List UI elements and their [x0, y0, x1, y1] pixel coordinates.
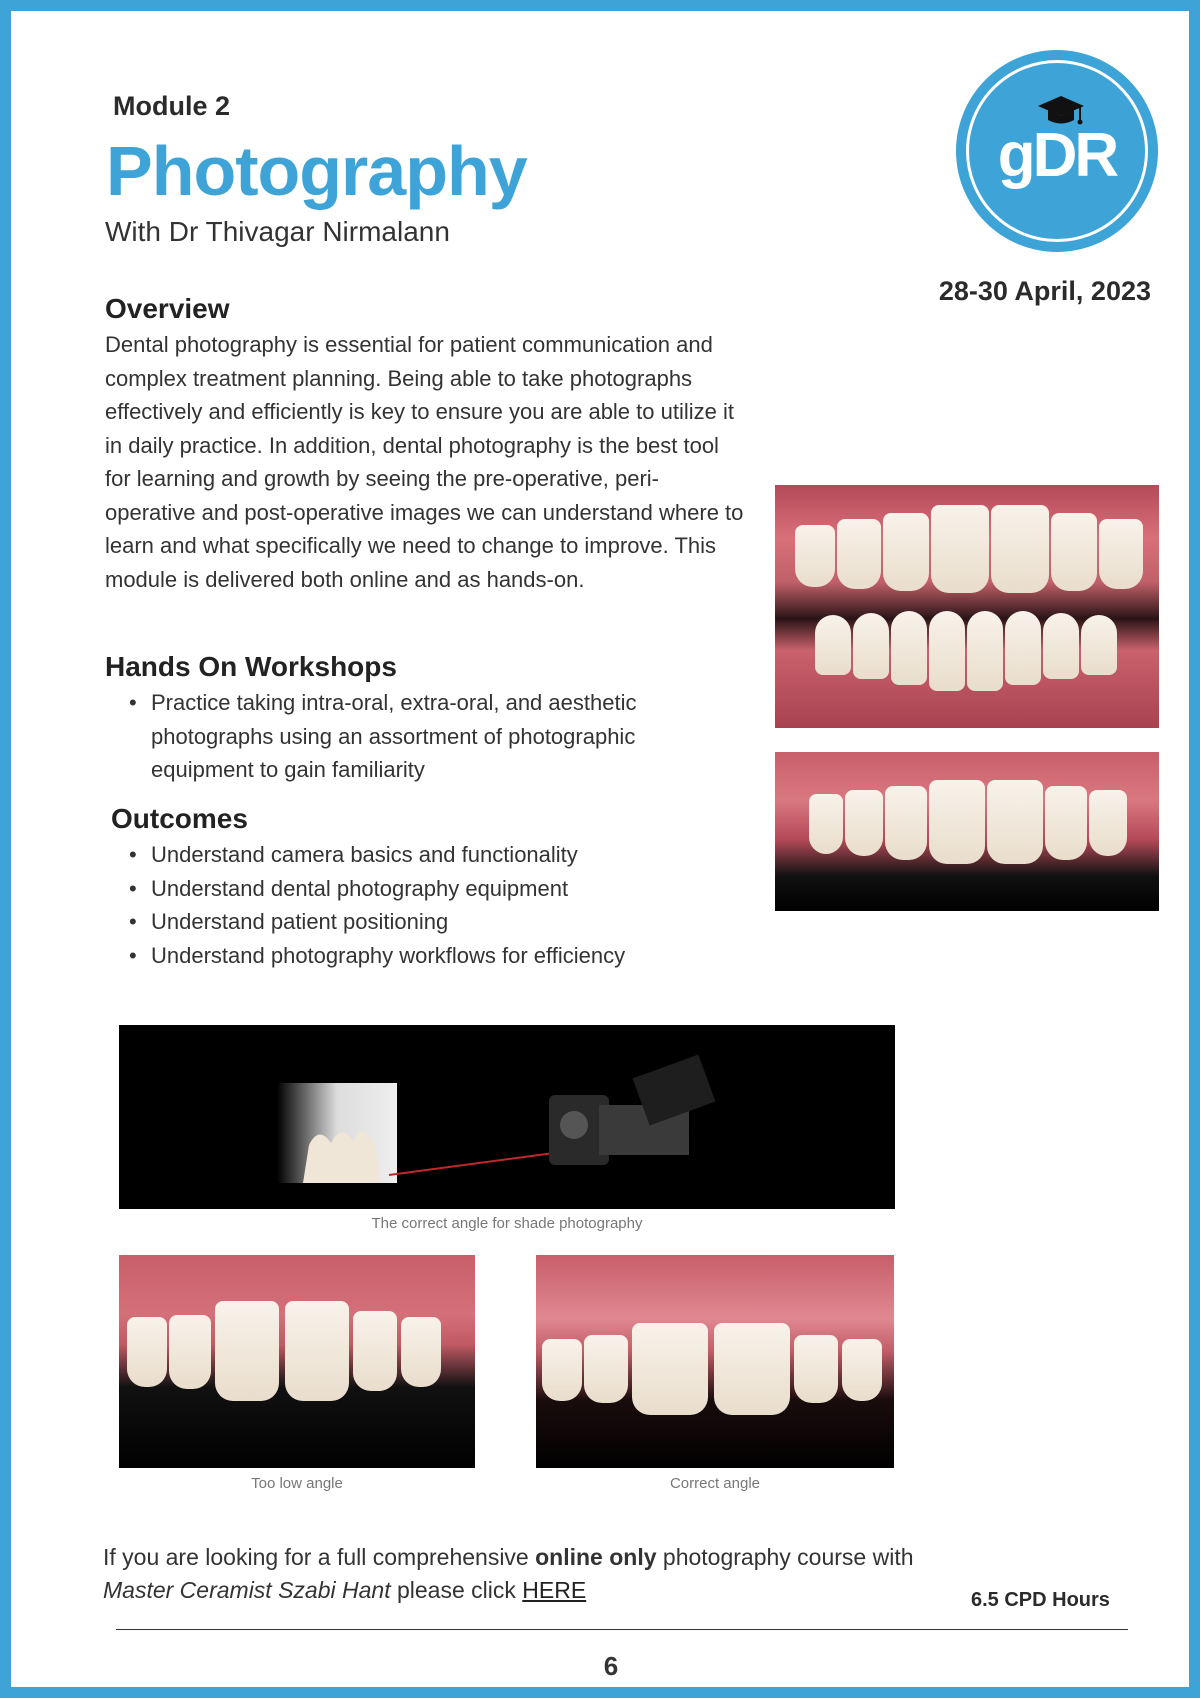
logo-text: gDR — [997, 121, 1117, 190]
correct-angle-photo — [536, 1255, 894, 1468]
list-item: • Understand photography workflows for efficiency — [123, 939, 743, 973]
outcomes-heading: Outcomes — [111, 803, 248, 834]
footer-text-b: photography course with — [656, 1544, 914, 1570]
event-date: 28-30 April, 2023 — [938, 276, 1151, 306]
gdr-logo — [956, 50, 1158, 252]
list-item: • Understand camera basics and functionality — [123, 838, 743, 872]
too-low-angle-caption: Too low angle — [251, 1475, 343, 1492]
workshops-heading: Hands On Workshops — [105, 651, 397, 682]
overview-body: Dental photography is essential for patient communication and complex treatment planning. Being able to take photographs effectively and efficiently is key to ensure you are able to utilize it in daily practice. In addition, dental photography is the best tool for learning and growth by seeing the pre-operative, peri-operative and post-operative images we can understand where to learn and what specifically we need to change to improve. This module is delivered both online and as hands-on. — [105, 332, 744, 592]
camera-angle-photo — [119, 1025, 895, 1209]
footer-text-italic: Master Ceramist Szabi Hant — [103, 1577, 391, 1603]
list-item: • Understand dental photography equipment — [123, 872, 743, 906]
online-course-note — [103, 1541, 923, 1607]
footer-text-bold: online only — [535, 1544, 657, 1570]
page-title: Photography — [106, 132, 527, 210]
footer-divider — [116, 1629, 1128, 1630]
shade-caption: The correct angle for shade photography — [371, 1215, 643, 1232]
presenter-subtitle: With Dr Thivagar Nirmalann — [105, 216, 450, 247]
footer-text-a: If you are looking for a full comprehensive — [103, 1544, 536, 1570]
module-label: Module 2 — [113, 91, 231, 121]
camera-setup-illustration — [119, 1025, 895, 1209]
page-number: 6 — [603, 1651, 619, 1681]
cpd-hours: 6.5 CPD Hours — [971, 1589, 1110, 1611]
smile-photo-open — [775, 485, 1159, 728]
footer-text-c: please click — [390, 1577, 523, 1603]
here-link[interactable]: HERE — [522, 1577, 587, 1603]
list-item: • Understand patient positioning — [123, 905, 743, 939]
too-low-angle-photo — [119, 1255, 475, 1468]
outcomes-list — [123, 838, 743, 972]
overview-heading: Overview — [105, 293, 230, 324]
workshops-list — [123, 686, 723, 787]
correct-angle-caption: Correct angle — [669, 1475, 761, 1492]
smile-photo-closed — [775, 752, 1159, 911]
list-item: • Practice taking intra-oral, extra-oral, and aesthetic photographs using an assortment of photographic equipment to gain familiarity — [123, 686, 723, 787]
